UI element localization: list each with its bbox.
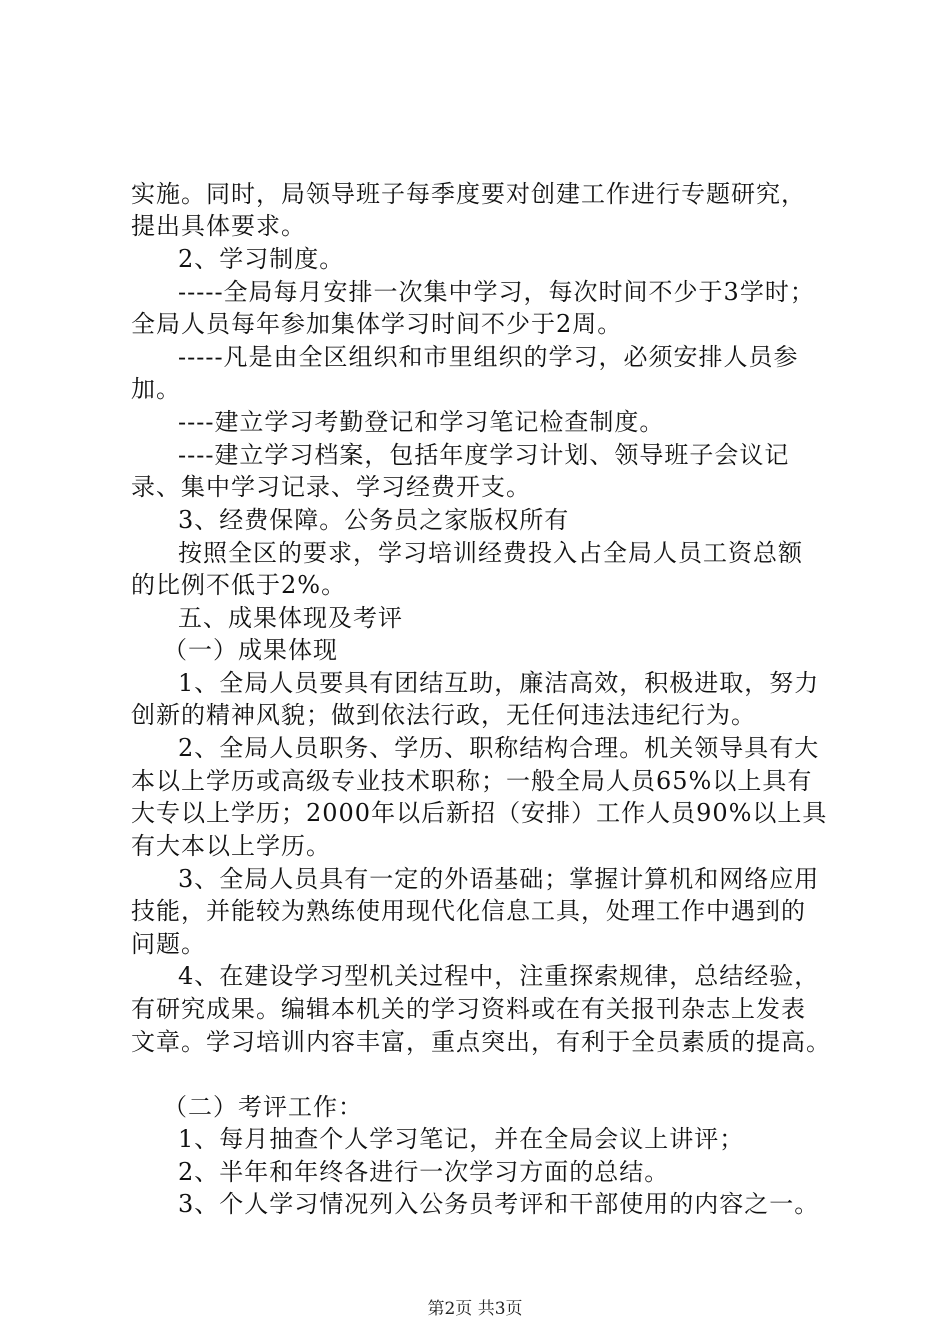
body-line: 技能，并能较为熟练使用现代化信息工具，处理工作中遇到的: [131, 897, 806, 925]
body-line: 2、半年和年终各进行一次学习方面的总结。: [178, 1158, 670, 1186]
body-line: 本以上学历或高级专业技术职称；一般全局人员65%以上具有: [131, 767, 813, 795]
body-line: 创新的精神风貌；做到依法行政，无任何违法违纪行为。: [131, 701, 756, 729]
body-line: 3、个人学习情况列入公务员考评和干部使用的内容之一。: [178, 1190, 820, 1218]
body-line: 文章。学习培训内容丰富，重点突出，有利于全员素质的提高。: [131, 1028, 831, 1056]
body-line: 4、在建设学习型机关过程中，注重探索规律，总结经验，: [178, 962, 820, 990]
body-line: ----建立学习考勤登记和学习笔记检查制度。: [178, 408, 665, 436]
body-line: 3、全局人员具有一定的外语基础；掌握计算机和网络应用: [178, 865, 820, 893]
body-line: 有研究成果。编辑本机关的学习资料或在有关报刊杂志上发表: [131, 995, 806, 1023]
section-heading: 五、成果体现及考评: [178, 604, 403, 632]
body-line: 录、集中学习记录、学习经费开支。: [131, 473, 531, 501]
subsection-heading: （二）考评工作：: [163, 1093, 363, 1121]
body-line: 1、每月抽查个人学习笔记，并在全局会议上讲评；: [178, 1125, 745, 1153]
body-line: -----全局每月安排一次集中学习，每次时间不少于3学时；: [178, 278, 815, 306]
body-line: 全局人员每年参加集体学习时间不少于2周。: [131, 310, 623, 338]
page-number-footer: 第2页 共3页: [427, 1299, 523, 1319]
body-line: 问题。: [131, 930, 206, 958]
section-heading: 3、经费保障。公务员之家版权所有: [178, 506, 570, 534]
body-line: 按照全区的要求，学习培训经费投入占全局人员工资总额: [178, 539, 803, 567]
body-line: 提出具体要求。: [131, 212, 306, 240]
body-line: 加。: [131, 375, 181, 403]
body-line: -----凡是由全区组织和市里组织的学习，必须安排人员参: [178, 343, 799, 371]
section-heading: 2、学习制度。: [178, 245, 345, 273]
body-line: 2、全局人员职务、学历、职称结构合理。机关领导具有大: [178, 734, 820, 762]
body-line: 大专以上学历；2000年以后新招（安排）工作人员90%以上具: [131, 799, 828, 827]
subsection-heading: （一）成果体现: [163, 636, 338, 664]
body-line: 的比例不低于2%。: [131, 571, 347, 599]
body-line: ----建立学习档案，包括年度学习计划、领导班子会议记: [178, 441, 790, 469]
body-line: 有大本以上学历。: [131, 832, 331, 860]
body-line: 1、全局人员要具有团结互助，廉洁高效，积极进取，努力: [178, 669, 820, 697]
body-line: 实施。同时，局领导班子每季度要对创建工作进行专题研究，: [131, 180, 806, 208]
